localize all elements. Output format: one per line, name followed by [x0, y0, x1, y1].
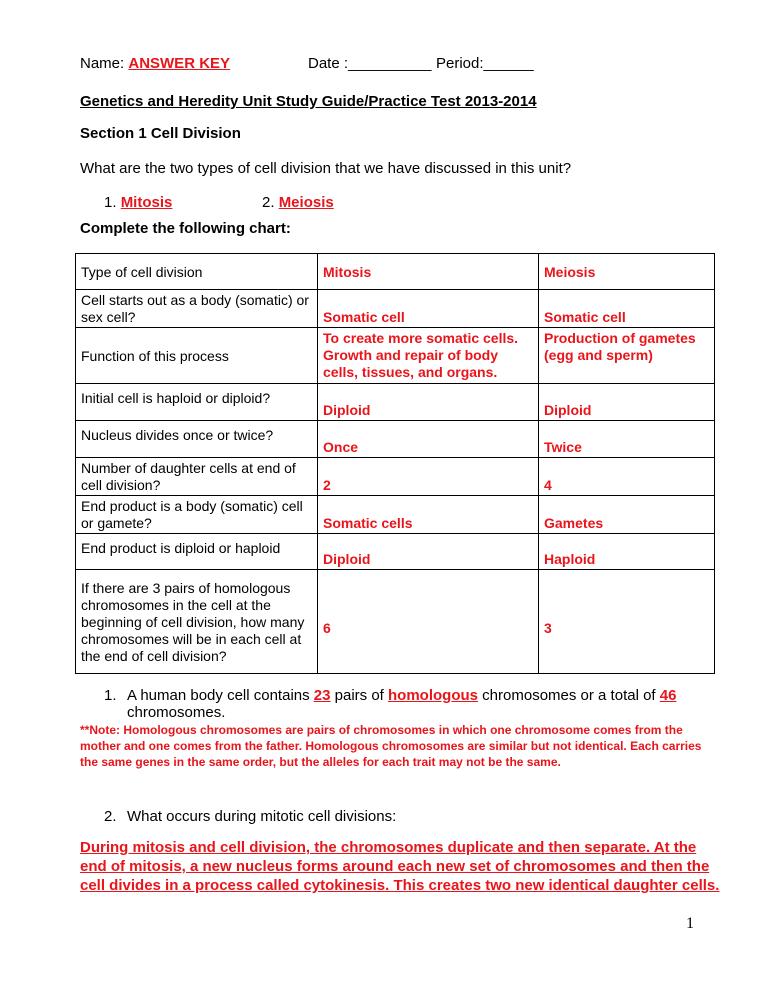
question-1-text: [127, 687, 717, 721]
section-heading: Section 1 Cell Division: [80, 125, 241, 142]
answer-2-value: Meiosis: [278, 194, 334, 211]
question-2-answer: During mitosis and cell division, the chromosomes duplicate and then separate. At the end of mitosis, a new nucleus forms around each new set of chromosomes and then the cell divides in a process called cytokinesis. This creates two new identical daughter cells.: [80, 839, 720, 894]
name-value: ANSWER KEY: [128, 55, 231, 72]
answer-2: [262, 194, 334, 211]
table-row: [76, 384, 715, 421]
row-label: Cell starts out as a body (somatic) or sex cell?: [76, 290, 318, 328]
mitosis-cell: To create more somatic cells. Growth and repair of body cells, tissues, and organs.: [318, 328, 539, 384]
question-1-number: 1.: [104, 687, 117, 704]
meiosis-cell: Gametes: [539, 496, 715, 534]
table-row: [76, 534, 715, 570]
mitosis-cell: 6: [318, 570, 539, 674]
q1-text-d: chromosomes.: [127, 704, 226, 721]
mitosis-cell: 2: [318, 458, 539, 496]
meiosis-cell: Diploid: [539, 384, 715, 421]
question-text: What are the two types of cell division that we have discussed in this unit?: [80, 160, 572, 177]
period-line: Period:______: [436, 55, 534, 72]
answer-2-num: 2.: [262, 194, 279, 211]
meiosis-cell: Twice: [539, 421, 715, 458]
q1-text-a: A human body cell contains: [127, 687, 314, 704]
answer-1-value: Mitosis: [120, 194, 173, 211]
meiosis-cell: 3: [539, 570, 715, 674]
table-row: [76, 421, 715, 458]
row-label: Nucleus divides once or twice?: [76, 421, 318, 458]
q1-blank-2: homologous: [388, 687, 479, 704]
row-label: End product is a body (somatic) cell or gamete?: [76, 496, 318, 534]
mitosis-cell: Somatic cells: [318, 496, 539, 534]
q1-text-c: chromosomes or a total of: [478, 687, 660, 704]
name-line: [80, 55, 230, 72]
row-label: Initial cell is haploid or diploid?: [76, 384, 318, 421]
answer-1-num: 1.: [104, 194, 121, 211]
cell-division-chart: [75, 253, 715, 674]
chart-instruction: Complete the following chart:: [80, 220, 291, 237]
meiosis-cell: 4: [539, 458, 715, 496]
table-row: [76, 496, 715, 534]
row-label: If there are 3 pairs of homologous chromosomes in the cell at the beginning of cell division, how many chromosomes will be in each cell at the end of cell division?: [76, 570, 318, 674]
mitosis-cell: Diploid: [318, 384, 539, 421]
q1-text-b: pairs of: [330, 687, 389, 704]
meiosis-cell: Production of gametes (egg and sperm): [539, 328, 715, 384]
row-label: Function of this process: [76, 328, 318, 384]
row-label: Type of cell division: [76, 254, 318, 290]
question-2-number: 2.: [104, 808, 117, 825]
table-row: [76, 328, 715, 384]
page-title: Genetics and Heredity Unit Study Guide/Practice Test 2013-2014: [80, 93, 537, 110]
meiosis-cell: Somatic cell: [539, 290, 715, 328]
q1-blank-1: 23: [313, 687, 331, 704]
date-line: Date :__________: [308, 55, 432, 72]
mitosis-cell: Once: [318, 421, 539, 458]
meiosis-cell: Haploid: [539, 534, 715, 570]
name-label: Name:: [80, 55, 129, 72]
q1-blank-3: 46: [659, 687, 677, 704]
mitosis-cell: Diploid: [318, 534, 539, 570]
row-label: End product is diploid or haploid: [76, 534, 318, 570]
table-row: [76, 254, 715, 290]
table-row: [76, 290, 715, 328]
question-2-text: What occurs during mitotic cell divisions:: [127, 808, 397, 825]
answer-1: [104, 194, 172, 211]
mitosis-cell: Somatic cell: [318, 290, 539, 328]
homologous-note: **Note: Homologous chromosomes are pairs of chromosomes in which one chromosome comes from the mother and one comes from the father. Homologous chromosomes are similar but not identical. Each carries the same genes in the same order, but the alleles for each trait may not be the same.: [80, 723, 702, 769]
mitosis-cell: Mitosis: [318, 254, 539, 290]
page-number: 1: [686, 915, 694, 932]
table-row: [76, 458, 715, 496]
row-label: Number of daughter cells at end of cell division?: [76, 458, 318, 496]
meiosis-cell: Meiosis: [539, 254, 715, 290]
table-row: [76, 570, 715, 674]
